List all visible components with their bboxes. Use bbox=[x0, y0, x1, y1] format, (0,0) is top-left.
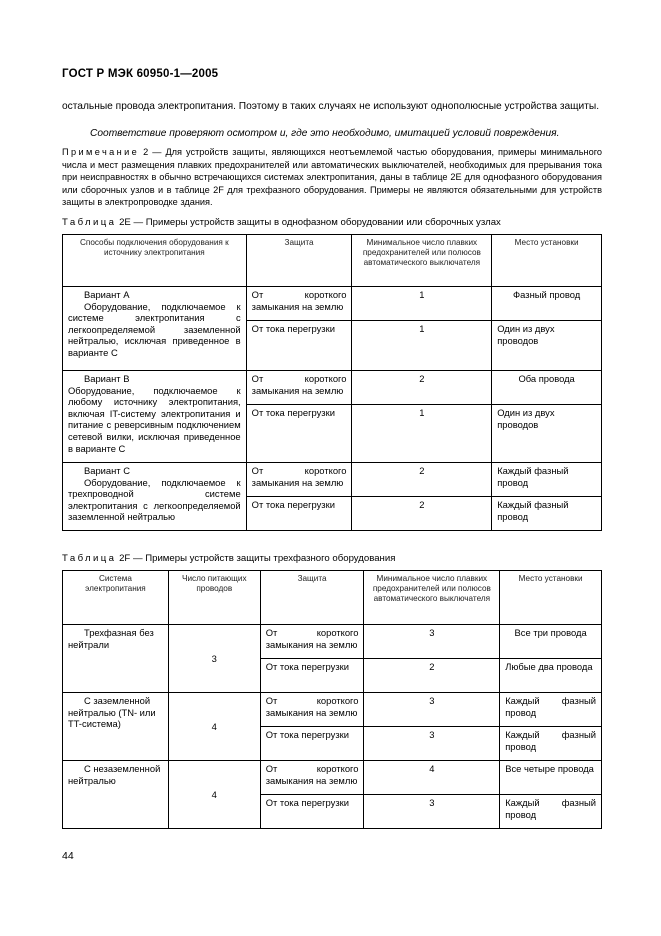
place-cell: Каждый фазный провод bbox=[500, 693, 602, 727]
count-cell: 2 bbox=[364, 659, 500, 693]
count-cell: 2 bbox=[352, 371, 492, 405]
variant-name: Вариант В bbox=[84, 373, 130, 384]
header-cell: Защита bbox=[260, 571, 364, 625]
table-label: Таблица bbox=[62, 217, 117, 228]
system-cell: С заземленной нейтралью (TN- или TT-система) bbox=[63, 693, 169, 761]
protection-cell: От короткого замыкания на землю bbox=[246, 371, 352, 405]
note-text: 2 — Для устройств защиты, являющихся неотъемлемой частью оборудования, примеры минимального числа и мест размещения плавких предохранителей или автоматических выключателей, необходимых для прерывания тока при неисправностях в обычно встречающихся системах электропитания, даны в таблице 2E для однофазного оборудования или сборочных узлов и в таблице 2F для трехфазного оборудования. Примеры не являются обязательными для устройств защиты в электропроводке здания. bbox=[62, 147, 602, 208]
table-row bbox=[63, 761, 602, 795]
variant-name: Вариант С bbox=[84, 465, 130, 476]
table-2e-caption bbox=[62, 217, 501, 228]
body-paragraph: остальные провода электропитания. Поэтому в таких случаях не используют однополюсные устройства защиты. bbox=[62, 101, 600, 112]
header-cell: Минимальное число плавких предохранителей или полюсов автоматического выключателя bbox=[364, 571, 500, 625]
table-row bbox=[63, 625, 602, 659]
count-cell: 1 bbox=[352, 321, 492, 371]
variant-name: Вариант А bbox=[84, 289, 130, 300]
count-cell: 1 bbox=[352, 287, 492, 321]
system-cell: Трехфазная без нейтрали bbox=[63, 625, 169, 693]
table-caption-text: 2E — Примеры устройств защиты в однофазном оборудовании или сборочных узлах bbox=[116, 217, 501, 228]
table-2f bbox=[62, 570, 602, 829]
place-cell: Фазный провод bbox=[492, 287, 602, 321]
table-row bbox=[63, 287, 602, 321]
page-number: 44 bbox=[62, 850, 74, 862]
table-caption-text: 2F — Примеры устройств защиты трехфазного оборудования bbox=[116, 553, 396, 564]
header-cell: Способы подключения оборудования к источнику электропитания bbox=[63, 235, 247, 287]
table-label: Таблица bbox=[62, 553, 117, 564]
header-cell: Место установки bbox=[500, 571, 602, 625]
protection-cell: От тока перегрузки bbox=[260, 795, 364, 829]
header-cell: Место установки bbox=[492, 235, 602, 287]
variant-description: Оборудование, подключаемое к трехпроводной системе электропитания с легкоопределяемой заземленной нейтралью bbox=[68, 476, 241, 523]
table-header-row bbox=[63, 235, 602, 287]
variant-cell bbox=[63, 287, 247, 371]
table-2f-caption bbox=[62, 553, 395, 564]
table-header-row bbox=[63, 571, 602, 625]
compliance-paragraph: Соответствие проверяют осмотром и, где это необходимо, имитацией условий повреждения. bbox=[90, 128, 560, 139]
place-cell: Любые два провода bbox=[500, 659, 602, 693]
protection-cell: От короткого замыкания на землю bbox=[260, 625, 364, 659]
table-row bbox=[63, 463, 602, 497]
place-cell: Каждый фазный провод bbox=[492, 497, 602, 531]
protection-cell: От тока перегрузки bbox=[246, 405, 352, 463]
protection-cell: От тока перегрузки bbox=[246, 497, 352, 531]
variant-cell bbox=[63, 463, 247, 531]
wires-cell: 3 bbox=[168, 625, 260, 693]
count-cell: 3 bbox=[364, 727, 500, 761]
place-cell: Каждый фазный провод bbox=[500, 795, 602, 829]
count-cell: 2 bbox=[352, 497, 492, 531]
place-cell: Один из двух проводов bbox=[492, 405, 602, 463]
protection-cell: От короткого замыкания на землю bbox=[260, 693, 364, 727]
protection-cell: От короткого замыкания на землю bbox=[246, 463, 352, 497]
header-cell: Защита bbox=[246, 235, 352, 287]
header-cell: Минимальное число плавких предохранителей или полюсов автоматического выключателя bbox=[352, 235, 492, 287]
place-cell: Оба провода bbox=[492, 371, 602, 405]
variant-description: Оборудование, подключаемое к системе электропитания с легкоопределяемой заземленной нейтралью, исключая приведенное в варианте С bbox=[68, 300, 241, 358]
count-cell: 2 bbox=[352, 463, 492, 497]
table-row bbox=[63, 371, 602, 405]
count-cell: 4 bbox=[364, 761, 500, 795]
table-2e bbox=[62, 234, 602, 531]
variant-description: Оборудование, подключаемое к любому источнику электропитания, включая IT-систему электропитания и питание с реверсивным подключением сетевой вилки, исключая приведенное в варианте С bbox=[68, 384, 241, 454]
header-cell: Число питающих проводов bbox=[168, 571, 260, 625]
protection-cell: От тока перегрузки bbox=[246, 321, 352, 371]
count-cell: 3 bbox=[364, 625, 500, 659]
variant-cell bbox=[63, 371, 247, 463]
place-cell: Один из двух проводов bbox=[492, 321, 602, 371]
count-cell: 3 bbox=[364, 795, 500, 829]
protection-cell: От короткого замыкания на землю bbox=[260, 761, 364, 795]
count-cell: 3 bbox=[364, 693, 500, 727]
place-cell: Каждый фазный провод bbox=[492, 463, 602, 497]
place-cell: Все три провода bbox=[500, 625, 602, 659]
table-row bbox=[63, 693, 602, 727]
place-cell: Все четыре провода bbox=[500, 761, 602, 795]
place-cell: Каждый фазный провод bbox=[500, 727, 602, 761]
note-label: Примечание bbox=[62, 147, 140, 157]
protection-cell: От тока перегрузки bbox=[260, 659, 364, 693]
system-cell: С незаземленной нейтралью bbox=[63, 761, 169, 829]
wires-cell: 4 bbox=[168, 761, 260, 829]
note-paragraph bbox=[62, 146, 602, 209]
protection-cell: От тока перегрузки bbox=[260, 727, 364, 761]
wires-cell: 4 bbox=[168, 693, 260, 761]
document-header: ГОСТ Р МЭК 60950-1—2005 bbox=[62, 68, 219, 80]
count-cell: 1 bbox=[352, 405, 492, 463]
protection-cell: От короткого замыкания на землю bbox=[246, 287, 352, 321]
header-cell: Система электропитания bbox=[63, 571, 169, 625]
